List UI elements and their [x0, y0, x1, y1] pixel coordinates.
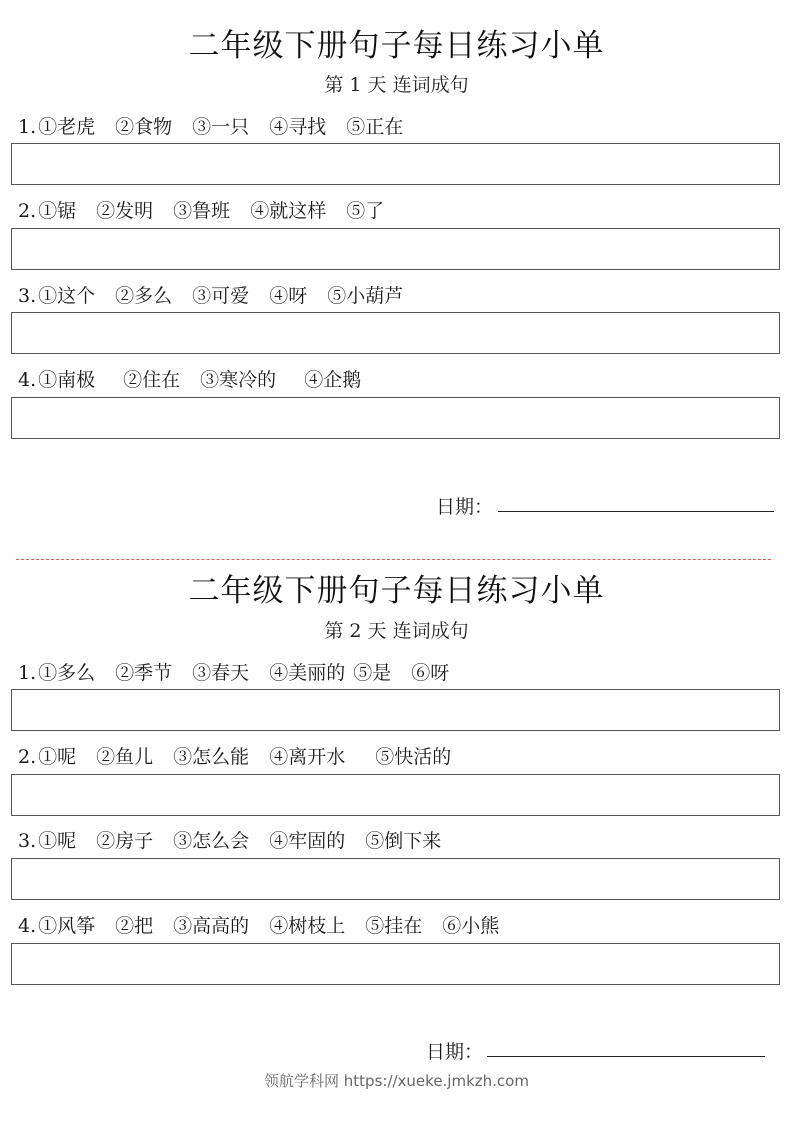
option: ③寒冷的 — [200, 369, 277, 391]
cut-line-divider — [16, 559, 771, 560]
answer-box[interactable] — [11, 312, 780, 354]
option: ①呢 — [38, 746, 77, 768]
answer-box[interactable] — [11, 943, 780, 985]
option: ①老虎 — [38, 116, 96, 138]
option: ⑤倒下来 — [365, 830, 442, 852]
option: ①这个 — [38, 285, 96, 307]
question-1 — [18, 658, 469, 685]
option: ①呢 — [38, 830, 77, 852]
option: ①锯 — [38, 200, 77, 222]
question-2 — [18, 742, 471, 769]
option: ⑤快活的 — [375, 746, 452, 768]
option: ③一只 — [192, 116, 250, 138]
date-input-line[interactable] — [498, 511, 774, 512]
answer-box[interactable] — [11, 858, 780, 900]
answer-box[interactable] — [11, 228, 780, 270]
option: ②发明 — [96, 200, 154, 222]
date-input-line[interactable] — [487, 1056, 765, 1057]
option: ④离开水 — [269, 746, 346, 768]
question-1 — [18, 112, 423, 139]
option: ⑥呀 — [411, 662, 450, 684]
answer-box[interactable] — [11, 774, 780, 816]
option: ③鲁班 — [173, 200, 231, 222]
option: ①南极 — [38, 369, 96, 391]
date-label: 日期： — [426, 1041, 484, 1063]
question-2 — [18, 196, 404, 223]
question-number: 2. — [18, 200, 37, 222]
option: ②把 — [115, 915, 154, 937]
option: ①风筝 — [38, 915, 96, 937]
option: ⑤小葫芦 — [327, 285, 404, 307]
page-subtitle: 第 1 天 连词成句 — [324, 74, 469, 96]
option: ⑤是 — [353, 662, 392, 684]
option: ⑥小熊 — [442, 915, 500, 937]
option: ④树枝上 — [269, 915, 346, 937]
option: ④美丽的 — [269, 662, 346, 684]
footer-watermark: 领航学科网 https://xueke.jmkzh.com — [264, 1072, 529, 1090]
option: ④呀 — [269, 285, 308, 307]
option: ④就这样 — [250, 200, 327, 222]
option: ③可爱 — [192, 285, 250, 307]
page-title: 二年级下册句子每日练习小单 — [188, 573, 605, 609]
answer-box[interactable] — [11, 689, 780, 731]
page-title: 二年级下册句子每日练习小单 — [188, 28, 605, 64]
option: ②住在 — [123, 369, 181, 391]
option: ②食物 — [115, 116, 173, 138]
option: ⑤挂在 — [365, 915, 423, 937]
option: ③春天 — [192, 662, 250, 684]
option: ④寻找 — [269, 116, 327, 138]
option: ②鱼儿 — [96, 746, 154, 768]
answer-box[interactable] — [11, 397, 780, 439]
option: ③怎么能 — [173, 746, 250, 768]
question-number: 1. — [18, 116, 37, 138]
option: ④牢固的 — [269, 830, 346, 852]
option: ①多么 — [38, 662, 96, 684]
question-3 — [18, 281, 423, 308]
option: ⑤了 — [346, 200, 385, 222]
question-number: 1. — [18, 662, 37, 684]
question-4 — [18, 365, 381, 392]
option: ⑤正在 — [346, 116, 404, 138]
answer-box[interactable] — [11, 143, 780, 185]
page-subtitle: 第 2 天 连词成句 — [324, 620, 469, 642]
option: ②房子 — [96, 830, 154, 852]
option: ②季节 — [115, 662, 173, 684]
question-number: 3. — [18, 830, 37, 852]
option: ④企鹅 — [304, 369, 362, 391]
option: ③怎么会 — [173, 830, 250, 852]
date-label: 日期： — [436, 496, 494, 518]
question-number: 3. — [18, 285, 37, 307]
option: ②多么 — [115, 285, 173, 307]
question-4 — [18, 911, 519, 938]
question-3 — [18, 826, 461, 853]
question-number: 4. — [18, 915, 37, 937]
question-number: 2. — [18, 746, 37, 768]
option: ③高高的 — [173, 915, 250, 937]
question-number: 4. — [18, 369, 37, 391]
